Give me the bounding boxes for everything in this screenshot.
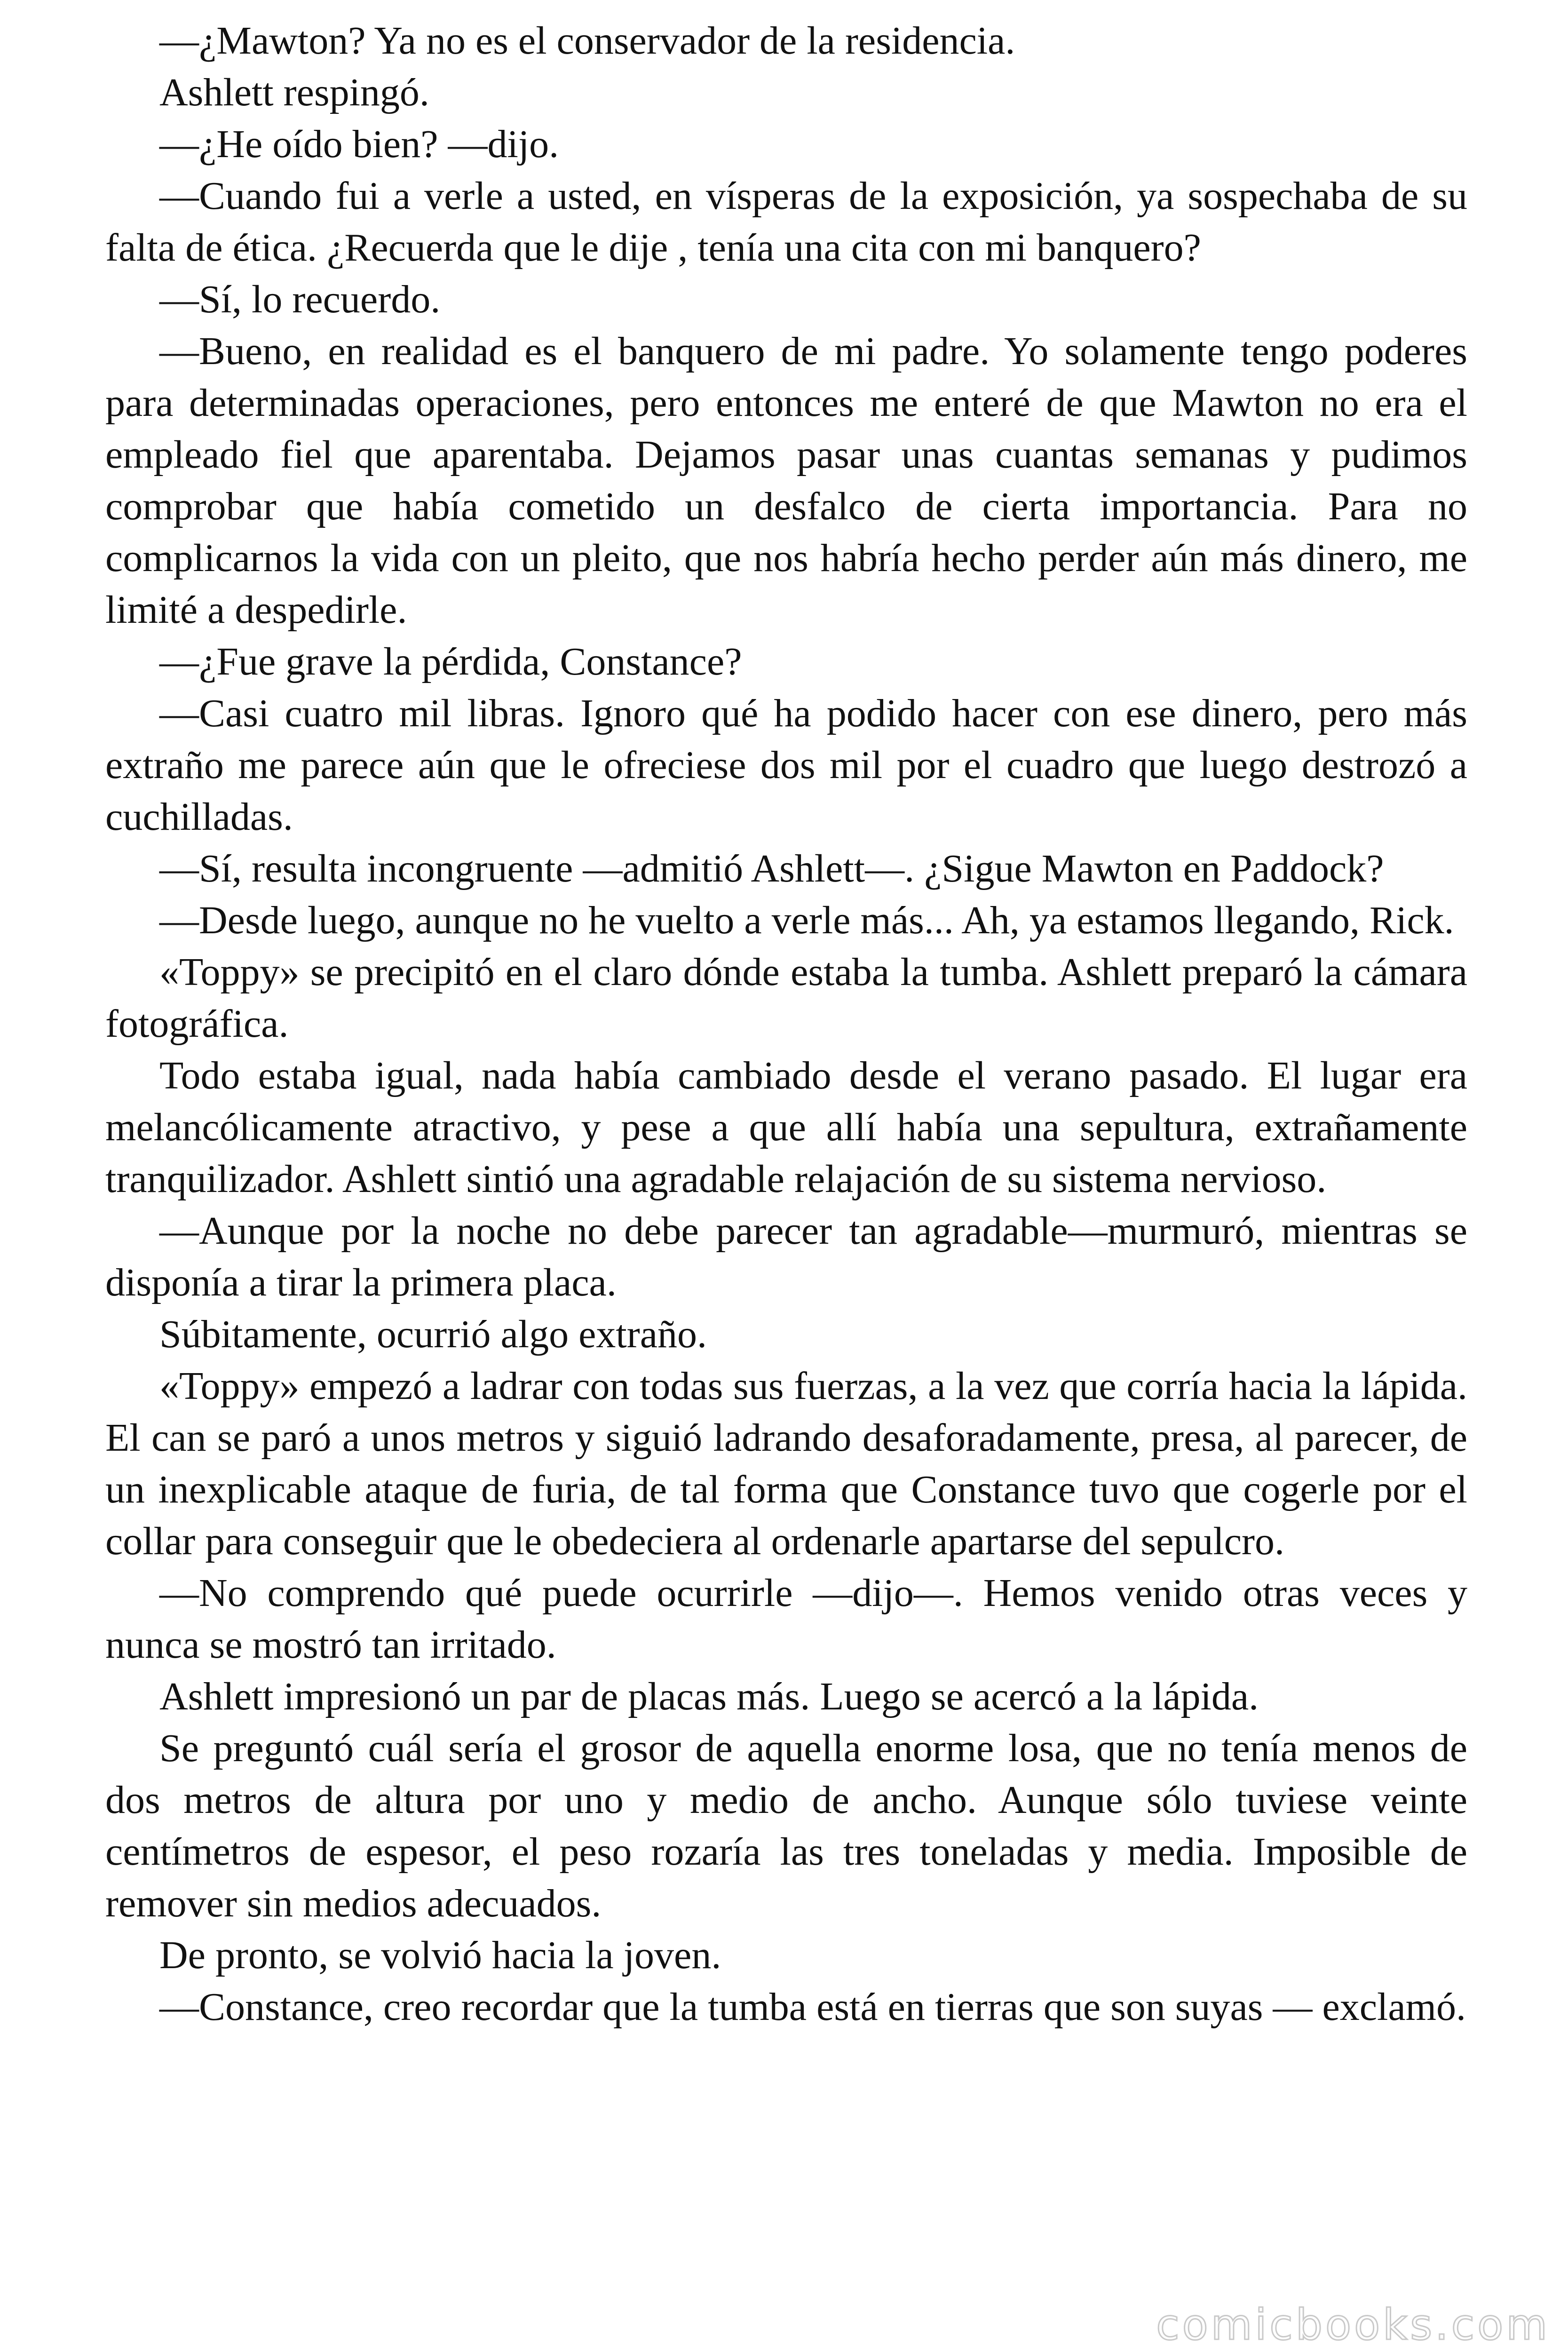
paragraph: —¿He oído bien? —dijo. — [159, 122, 559, 166]
paragraph: «Toppy» se precipitó en el claro dónde estaba la tumba. Ashlett preparó la cámara fotográfica. — [105, 950, 1467, 1046]
paragraph: —Sí, resulta incongruente —admitió Ashlett—. ¿Sigue Mawton en Paddock? — [159, 847, 1384, 890]
paragraph: —Constance, creo recordar que la tumba está en tierras que son suyas — exclamó. — [159, 1985, 1466, 2029]
paragraph: Todo estaba igual, nada había cambiado desde el verano pasado. El lugar era melancólicamente atractivo, y pese a que allí había una sepultura, extrañamente tranquilizador. Ashlett sintió una agradable relajación de su sistema nervioso. — [105, 1054, 1467, 1201]
paragraph: Se preguntó cuál sería el grosor de aquella enorme losa, que no tenía menos de dos metros de altura por uno y medio de ancho. Aunque sólo tuviese veinte centímetros de espesor, el peso rozaría las tres toneladas y media. Imposible de remover sin medios adecuados. — [105, 1726, 1467, 1925]
paragraph: Ashlett impresionó un par de placas más. Luego se acercó a la lápida. — [159, 1675, 1259, 1718]
paragraph: —Aunque por la noche no debe parecer tan agradable—murmuró, mientras se disponía a tirar la primera placa. — [105, 1209, 1467, 1304]
paragraph: —¿Mawton? Ya no es el conservador de la residencia. — [159, 19, 1015, 63]
watermark: comicbooks.com — [1156, 2300, 1550, 2350]
paragraph: —¿Fue grave la pérdida, Constance? — [159, 640, 742, 683]
paragraph: —Casi cuatro mil libras. Ignoro qué ha podido hacer con ese dinero, pero más extraño me parece aún que le ofreciese dos mil por el cuadro que luego destrozó a cuchilladas. — [105, 691, 1467, 839]
paragraph: «Toppy» empezó a ladrar con todas sus fuerzas, a la vez que corría hacia la lápida. El can se paró a unos metros y siguió ladrando desaforadamente, presa, al parecer, de un inexplicable ataque de furia, de tal forma que Constance tuvo que cogerle por el collar para conseguir que le obedeciera al ordenarle apartarse del sepulcro. — [105, 1364, 1467, 1563]
paragraph: —Cuando fui a verle a usted, en vísperas de la exposición, ya sospechaba de su falta de ética. ¿Recuerda que le dije , tenía una cita con mi banquero? — [105, 174, 1467, 270]
body-text — [105, 15, 1467, 2033]
paragraph: —Bueno, en realidad es el banquero de mi padre. Yo solamente tengo poderes para determinadas operaciones, pero entonces me enteré de que Mawton no era el empleado fiel que aparentaba. Dejamos pasar unas cuantas semanas y pudimos comprobar que había cometido un desfalco de cierta importancia. Para no complicarnos la vida con un pleito, que nos habría hecho perder aún más dinero, me limité a despedirle. — [105, 329, 1467, 632]
paragraph: —Desde luego, aunque no he vuelto a verle más... Ah, ya estamos llegando, Rick. — [159, 898, 1454, 942]
paragraph: De pronto, se volvió hacia la joven. — [159, 1933, 721, 1977]
paragraph: Súbitamente, ocurrió algo extraño. — [159, 1312, 707, 1356]
paragraph: Ashlett respingó. — [159, 71, 429, 114]
paragraph: —No comprendo qué puede ocurrirle —dijo—. Hemos venido otras veces y nunca se mostró tan irritado. — [105, 1571, 1467, 1667]
paragraph: —Sí, lo recuerdo. — [159, 278, 441, 321]
